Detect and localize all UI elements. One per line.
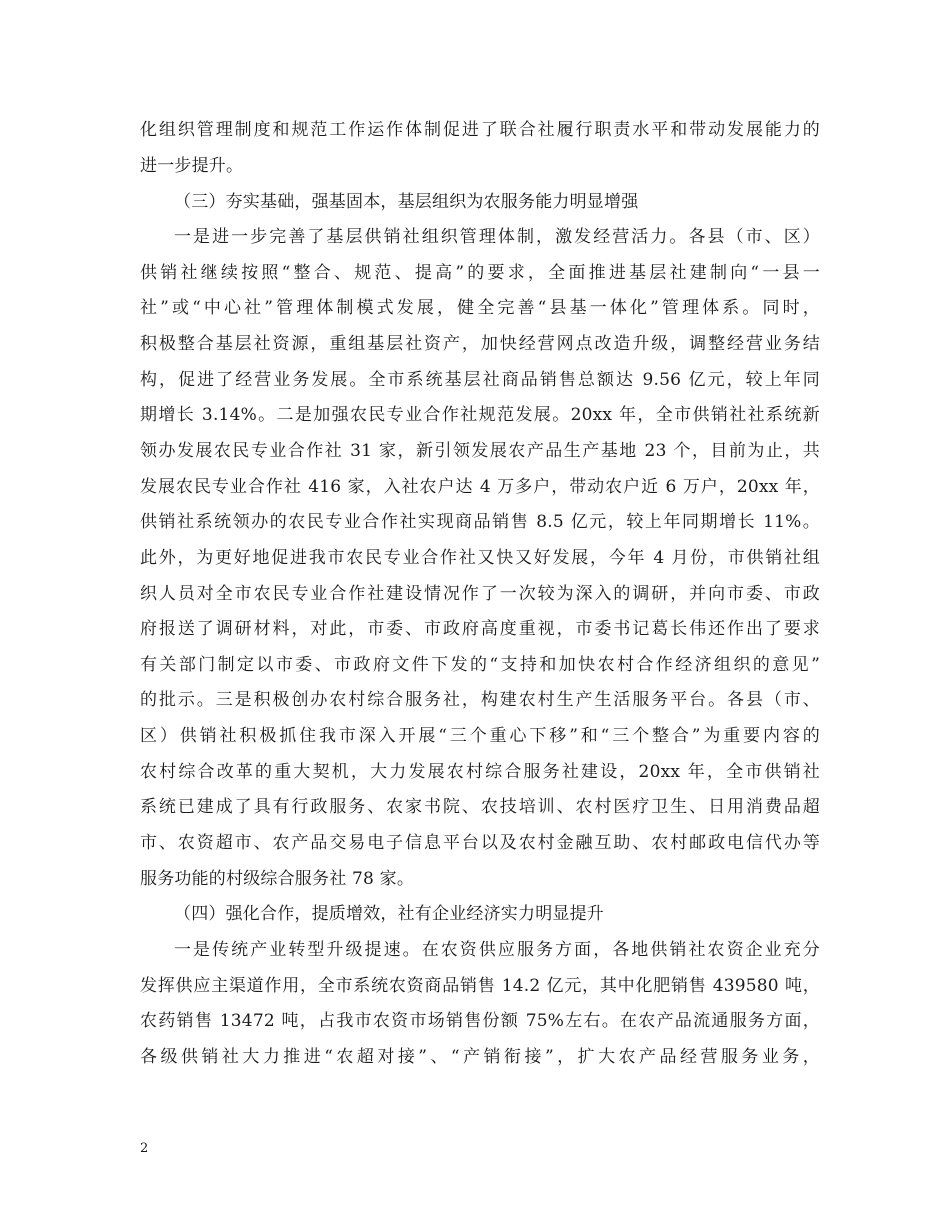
text-line: 发挥供应主渠道作用，全市系统农资商品销售 14.2 亿元，其中化肥销售 439580 吨，	[140, 976, 820, 996]
text-line: 期增长 3.14%。二是加强农民专业合作社规范发展。20xx 年，全市供销社社系统新	[140, 405, 820, 425]
text-line: 服务功能的村级综合服务社 78 家。	[140, 869, 415, 889]
text-line: 织人员对全市农民专业合作社建设情况作了一次较为深入的调研，并向市委、市政	[140, 584, 820, 604]
text-line: 供销社继续按照“整合、规范、提高”的要求，全面推进基层社建制向“一县一	[140, 263, 820, 283]
text-line: 此外，为更好地促进我市农民专业合作社又快又好发展，今年 4 月份，市供销社组	[140, 548, 820, 568]
text-line: 一是进一步完善了基层供销社组织管理体制，激发经营活力。各县（市、区）	[174, 227, 820, 247]
section-heading: （三）夯实基础，强基固本，基层组织为农服务能力明显增强	[174, 192, 639, 212]
text-line: 有关部门制定以市委、市政府文件下发的“支持和加快农村合作经济组织的意见”	[140, 655, 820, 675]
text-line: 化组织管理制度和规范工作运作体制促进了联合社履行职责水平和带动发展能力的	[140, 120, 820, 140]
text-line: 构，促进了经营业务发展。全市系统基层社商品销售总额达 9.56 亿元，较上年同	[140, 370, 820, 390]
page-number: 2	[140, 1141, 149, 1156]
text-line: 系统已建成了具有行政服务、农家书院、农技培训、农村医疗卫生、日用消费品超	[140, 797, 820, 817]
text-line: 农村综合改革的重大契机，大力发展农村综合服务社建设，20xx 年，全市供销社	[140, 762, 820, 782]
text-line: 府报送了调研材料，对此，市委、市政府高度重视，市委书记葛长伟还作出了要求	[140, 619, 820, 639]
text-line: 市、农资超市、农产品交易电子信息平台以及农村金融互助、农村邮政电信代办等	[140, 833, 820, 853]
text-line: 的批示。三是积极创办农村综合服务社，构建农村生产生活服务平台。各县（市、	[140, 690, 820, 710]
text-line: 一是传统产业转型升级提速。在农资供应服务方面，各地供销社农资企业充分	[174, 940, 820, 960]
text-line: 积极整合基层社资源，重组基层社资产，加快经营网点改造升级，调整经营业务结	[140, 334, 820, 354]
text-line: 领办发展农民专业合作社 31 家，新引领发展农产品生产基地 23 个，目前为止，共	[140, 441, 820, 461]
text-line: 供销社系统领办的农民专业合作社实现商品销售 8.5 亿元，较上年同期增长 11%。	[140, 512, 820, 532]
text-line: 发展农民专业合作社 416 家，入社农户达 4 万多户，带动农户近 6 万户，20xx 年，	[140, 477, 820, 497]
text-line: 各级供销社大力推进“农超对接”、“产销衔接”，扩大农产品经营服务业务，	[140, 1047, 820, 1067]
text-line: 区）供销社积极抓住我市深入开展“三个重心下移”和“三个整合”为重要内容的	[140, 726, 820, 746]
text-line: 进一步提升。	[140, 156, 244, 176]
text-line: 社”或“中心社”管理体制模式发展，健全完善“县基一体化”管理体系。同时，	[140, 298, 820, 318]
text-line: 农药销售 13472 吨，占我市农资市场销售份额 75%左右。在农产品流通服务方面，	[140, 1011, 820, 1031]
section-heading: （四）强化合作，提质增效，社有企业经济实力明显提升	[174, 904, 604, 924]
